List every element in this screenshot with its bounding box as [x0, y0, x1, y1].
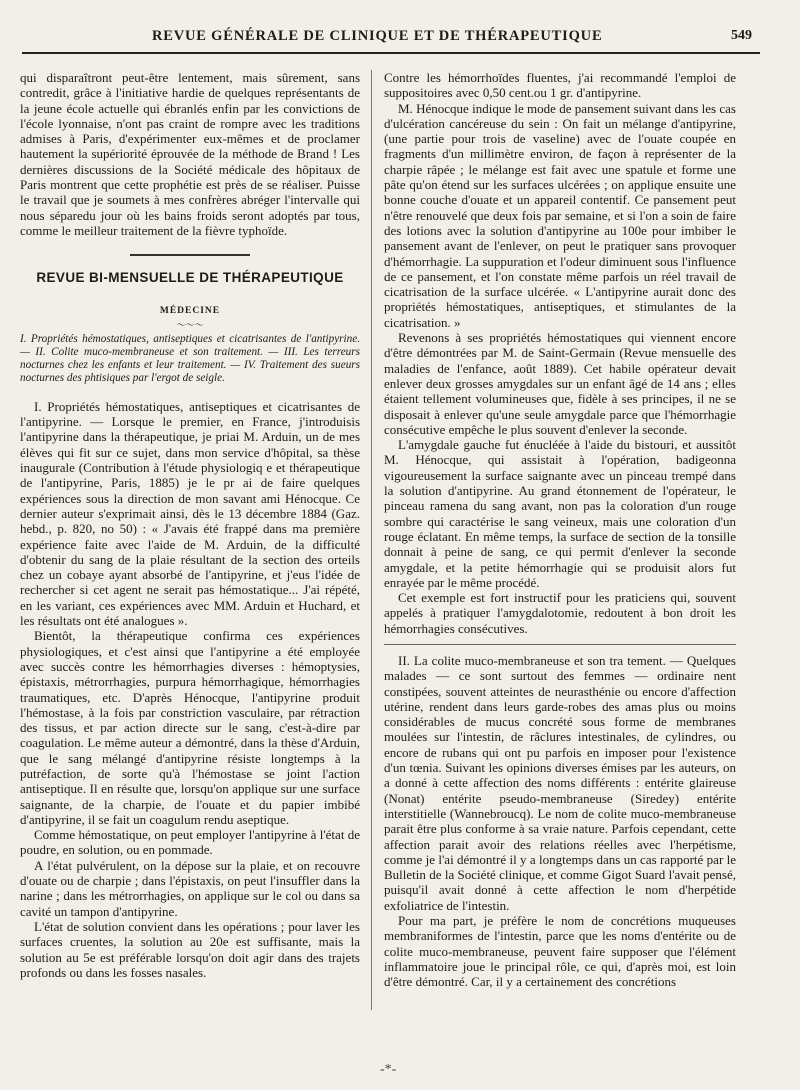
column-divider — [371, 70, 372, 1010]
table-of-contents: I. Propriétés hémostatiques, antiseptiques et cicatrisantes de l'antipyrine. — II. Colite muco-membraneuse et son traitement. — III. Les terreurs nocturnes chez les enfants et leur traitement. — IV. Traitement des sueurs nocturnes des phtisiques par l'ergot de seigle. — [20, 332, 360, 384]
body-paragraph: Comme hémostatique, on peut employer l'antipyrine à l'état de poudre, en solution, ou en pommade. — [20, 827, 360, 858]
body-paragraph: L'amygdale gauche fut énucléée à l'aide du bistouri, et aussitôt M. Hénocque, qui assistait à l'opération, badigeonna vigoureusement la surface saignante avec un pinceau trempé dans la solution d'antipyrine. Au grand étonnement de l'opérateur, le pinceau ramena du sang avant, non pas la coloration d'un rouge sombre qui caractérise le sang veineux, mais une coloration d'un rouge éclatant. En même temps, la surface de section de la tonsille donnait à peine de sang, ce qui permit d'enlever la seconde amygdale, et la petite hémorrhagie qui se produisit alors fut enrayée par le même procédé. — [384, 437, 736, 590]
body-paragraph: Revenons à ses propriétés hémostatiques qui viennent encore d'être démontrées par M. de Saint-Germain (Revue mensuelle des maladies de l'enfance, août 1889). Cet habile opérateur devait enlever deux grosses amygdales sur un enfant âgé de 14 ans ; elles étaient tellement volumineuses que, fidèle à ses principes, il ne se disposait à enlever qu'une seule amygdale parce que l'hémorrhagie consécutive empêche le plus souvent d'enlever la seconde. — [384, 330, 736, 437]
subsection-heading: MÉDECINE — [159, 305, 221, 316]
body-paragraph: M. Hénocque indique le mode de pansement suivant dans les cas d'ulcération cancéreuse du sein : On fait un mélange d'antipyrine, (une partie pour trois de vaseline) avec de l'ouate coupée en fragments d'un millimètre environ, de façon à représenter de la charpie râpée ; le mélange est fait avec une spatule et forme une pâte qu'on étend sur les surfaces ulcérées ; on applique ensuite une bonne couche d'ouate et un appareil contentif. Ce pansement peut n'être renouvelé que deux fois par semaine, et si l'on a soin de faire des lotions avec la solution d'antipyrine au 100e pour imbiber le pansement avant de l'enlever, on peut le pratiquer sans provoquer d'hémorrhagie. La suppuration et l'odeur diminuent sous l'influence de ce pansement, et l'on constate même parfois un réel travail de cicatrisation de la surface ulcérée. « L'antipyrine aurait donc des propriétés hémostatiques, antiseptiques, et stimulantes de la cicatrisation. » — [384, 100, 736, 330]
left-column — [20, 70, 360, 980]
body-paragraph: II. La colite muco-membraneuse et son tra tement. — Quelques malades — ce sont surtout des femmes — ordinaire nent constipées, souvent atteintes de neurasthénie ou encore d'affection utérine, rendent dans leurs garde-robes des amas plus ou moins considérables de mucus concrété sous forme de membranes moulées sur l'intestin, de râclures intestinales, de cylindres, ou encore de rubans qui ont pu parfois en imposer pour l'existence d'un tœnia. Suivant les opinions diverses émises par les auteurs, on a donné à cette affection des noms différents : entérite glaireuse (Nonat) entérite pseudo-membraneuse (Siredey) entérite interstitielle (Wannebroucq). Le nom de colite muco-membraneuse parait être plus conforme à sa vraie nature. Parfois cependant, cette affection parait avoir des relations réelles avec l'herpétisme, comme je l'ai démontré il y a longtemps dans un cas rapporté par le Bulletin de la Société clinique, et comme Gigot Suard l'avait pensé, puisqu'il avait donné à cette affection le nom d'herpétide exfoliatrice de l'intestin. — [384, 652, 736, 913]
right-column — [384, 70, 736, 990]
section-separator — [130, 254, 250, 256]
intro-paragraph: qui disparaîtront peut-être lentement, mais sûrement, sans contredit, grâce à l'initiative hardie de quelques représentants de la jeune école actuelle qui ébranlés enfin par les convictions de l'école lyonnaise, n'ont pas craint de rompre avec les traditions admises à Paris, d'expérimenter eux-mêmes et de proclamer hautement la supériorité éprouvée de la méthode de Brand ! Les dernières discussions de la Société médicale des hôpitaux de Paris montrent que cette prophétie est près de se réaliser. Puisse le travail que je soumets à mes confrères abréger l'intervalle qui nous séparedu jour où les bains froids seront adoptés par tous, comme le meilleur traitement de la fièvre typhoïde. — [20, 70, 360, 238]
body-paragraph: Cet exemple est fort instructif pour les praticiens qui, souvent appelés à pratiquer l'amygdalotomie, redoutent à bon droit les hémorrhagies consécutives. — [384, 590, 736, 636]
body-paragraph: Pour ma part, je préfère le nom de concrétions muqueuses membraniformes de l'intestin, parce que les noms d'entérite ou de colite muco-membraneuse, peuvent faire supposer que l'élément inflammatoire joue le principal rôle, ce qui, d'après moi, est loin d'être démontré. Car, il y a certainement des concrétions — [384, 913, 736, 990]
section-rule — [384, 644, 736, 645]
running-header — [22, 22, 760, 52]
section-title: REVUE BI-MENSUELLE DE THÉRAPEUTIQUE — [36, 270, 344, 286]
body-paragraph: Bientôt, la thérapeutique confirma ces expériences physiologiques, et c'est ainsi que l'antipyrine a été employée avec succès contre les hémorrhagies diverses : hémoptysies, épistaxis, métrorrhagies, purpura hémorrhagique, hémorrhagies traumatiques, etc. D'après Hénocque, l'antipyrine produit l'hémostase, à la fois par constriction vasculaire, par rétraction des tissus, et par action directe sur le sang, c'est-à-dire par coagulation. Le même auteur a démontré, dans la thèse d'Arduin, que le sang mélangé d'antipyrine résiste longtemps à la putréfaction, de sorte qu'à l'hémostase se joint l'action antiseptique. Il en résulte que, lorsqu'on applique sur une surface saignante, de la charpie, de l'ouate et du papier imbibé d'antipyrine, il se fait un coagulum rendu aseptique. — [20, 628, 360, 827]
body-paragraph: I. Propriétés hémostatiques, antiseptiques et cicatrisantes de l'antipyrine. — Lorsque le premier, en France, j'introduisis l'antipyrine dans la thérapeutique, je priai M. Arduin, un de mes élèves qui fit sur ce sujet, dans mon service d'hôpital, sa thèse inaugurale (Contribution à l'étude physiologiq e et thérapeutique de l'antipyrine, Paris, 1885) je le pr ai de faire quelques expériences sous la direction de mon savant ami Hénocque. Ce dernier auteur s'exprimait ainsi, dès le 13 décembre 1884 (Gaz. hebd., p. 820, no 50) : « J'avais été frappé dans ma première expérience faite avec l'aide de M. Arduin, de la difficulté d'obtenir du sang de la plaie résultant de la section des orteils chez un cobaye ayant absorbé de l'antipyrine, et j'eus l'idée de rechercher si cet agent ne serait pas hémostatique... J'ai répété, en les variant, ces expériences avec MM. Arduin et Huchard, et les résultats ont été analogues ». — [20, 398, 360, 629]
body-paragraph: A l'état pulvérulent, on la dépose sur la plaie, et on recouvre d'ouate ou de charpie ; dans l'épistaxis, on peut l'insuffler dans la narine ; dans les métrorrhagies, on applique sur le col ou dans sa cavité un tampon d'antipyrine. — [20, 857, 360, 919]
body-paragraph: L'état de solution convient dans les opérations ; pour laver les surfaces cruentes, la solution au 20e est suffisante, mais la solution au 5e est préférable lorsqu'on doit agir dans des trajets profonds ou dans les fosses nasales. — [20, 918, 360, 980]
page-number: 549 — [731, 28, 752, 43]
body-paragraph: Contre les hémorrhoïdes fluentes, j'ai recommandé l'emploi de suppositoires avec 0,50 cent.ou 1 gr. d'antipyrine. — [384, 70, 736, 101]
header-rule — [22, 52, 760, 54]
decorative-wave: 〜〜〜 — [176, 319, 204, 330]
footer-mark: -*- — [380, 1062, 397, 1077]
journal-title: REVUE GÉNÉRALE DE CLINIQUE ET DE THÉRAPEUTIQUE — [152, 28, 603, 44]
